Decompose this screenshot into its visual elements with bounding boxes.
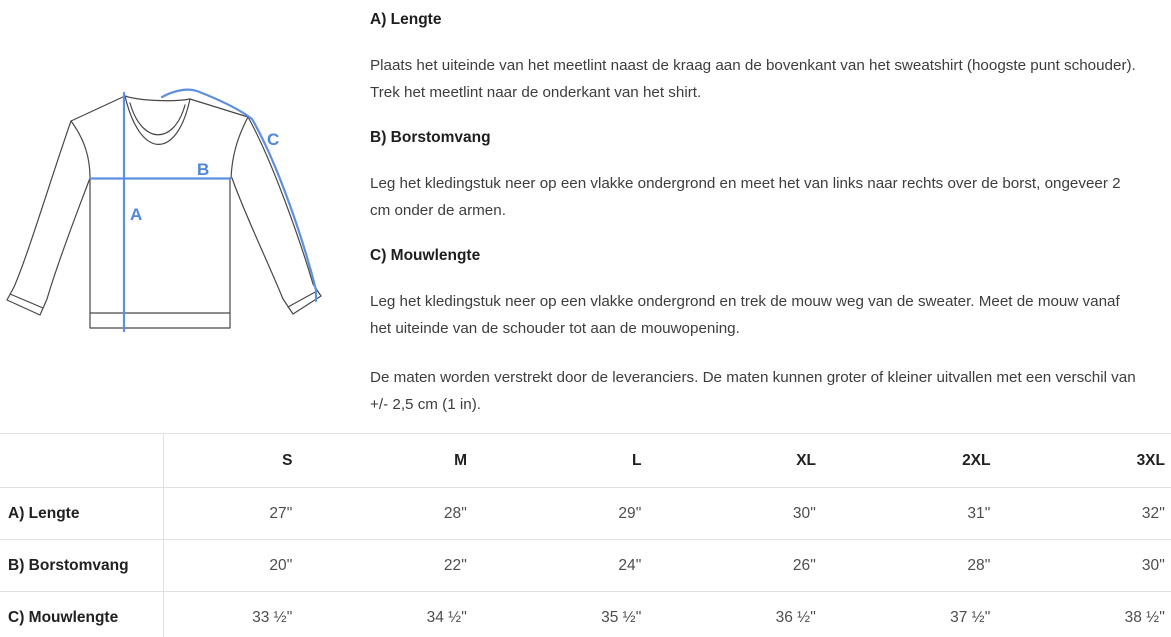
section-a-heading: A) Lengte (370, 11, 442, 28)
section-b-body: Leg het kledingstuk neer op een vlakke ondergrond en meet het van links naar rechts over de borst, ongeveer 2 cm onder de armen. (370, 175, 1121, 219)
measure-label-b: B (197, 160, 210, 179)
value-cell: 31'' (967, 504, 991, 522)
value-cell: 30'' (792, 504, 816, 522)
value-cell: 30'' (1141, 556, 1165, 574)
size-table-header-row (0, 434, 1171, 488)
section-b-heading: B) Borstomvang (370, 129, 491, 146)
measuring-instructions (370, 10, 1142, 440)
value-cell: 38 ½'' (1124, 608, 1165, 626)
size-column-header-2xl: 2XL (962, 451, 991, 469)
value-cell: 29'' (618, 504, 642, 522)
value-cell: 20'' (269, 556, 293, 574)
size-table-corner-cell (0, 434, 163, 488)
size-column-header-l: L (632, 451, 642, 469)
section-a-body: Plaats het uiteinde van het meetlint naast de kraag aan de bovenkant van het sweatshirt (hoogste punt schouder). Trek het meetlint naar de onderkant van het shirt. (370, 57, 1136, 101)
size-table (0, 433, 1171, 637)
value-cell: 28'' (443, 504, 467, 522)
value-cell: 27'' (269, 504, 293, 522)
size-column-header-s: S (282, 451, 293, 469)
row-label-borstomvang: B) Borstomvang (0, 540, 163, 592)
value-cell: 24'' (618, 556, 642, 574)
table-row-borstomvang (0, 540, 1171, 592)
section-c-body: Leg het kledingstuk neer op een vlakke ondergrond en trek de mouw weg van de sweater. Meet de mouw vanaf het uiteinde van de schouder tot aan de mouwopening. (370, 293, 1120, 337)
sweatshirt-measurement-diagram (0, 0, 360, 430)
section-c-heading: C) Mouwlengte (370, 247, 481, 264)
table-row-lengte (0, 488, 1171, 540)
value-cell: 26'' (792, 556, 816, 574)
size-table-wrap (0, 433, 1171, 637)
measurement-lines (90, 90, 316, 331)
size-disclaimer: De maten worden verstrekt door de leveranciers. De maten kunnen groter of kleiner uitvallen met een verschil van +/- 2,5 cm (1 in). (370, 369, 1136, 413)
value-cell: 33 ½'' (252, 608, 293, 626)
size-column-header-m: M (454, 451, 467, 469)
measure-label-a: A (130, 205, 143, 224)
value-cell: 35 ½'' (601, 608, 642, 626)
measure-label-c: C (267, 130, 280, 149)
row-label-lengte: A) Lengte (0, 488, 163, 540)
size-column-header-xl: XL (796, 451, 816, 469)
size-column-header-3xl: 3XL (1136, 451, 1165, 469)
value-cell: 34 ½'' (426, 608, 467, 626)
value-cell: 32'' (1141, 504, 1165, 522)
value-cell: 36 ½'' (775, 608, 816, 626)
value-cell: 37 ½'' (950, 608, 991, 626)
value-cell: 22'' (443, 556, 467, 574)
row-label-mouwlengte: C) Mouwlengte (0, 592, 163, 637)
value-cell: 28'' (967, 556, 991, 574)
table-row-mouwlengte (0, 592, 1171, 637)
